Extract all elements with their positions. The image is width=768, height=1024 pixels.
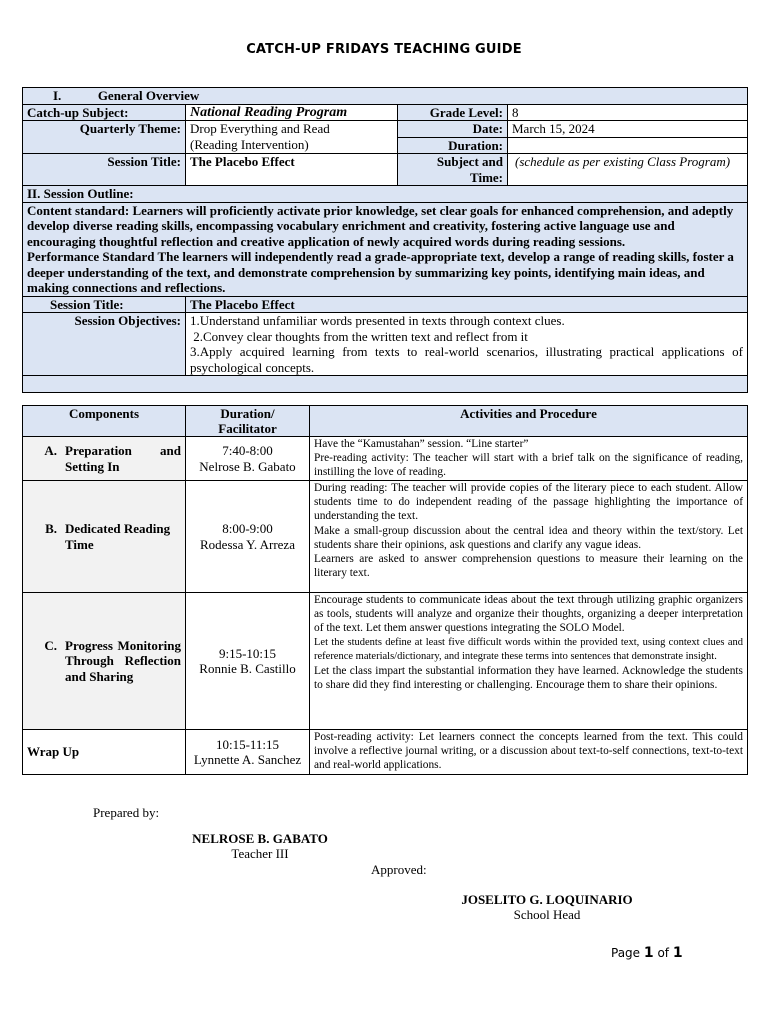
activity-paragraph: Make a small-group discussion about the central idea and theory within the text/story. Let students share their opinions, ask questions and clarify any vague ideas.	[314, 524, 743, 551]
subject-time-label	[398, 154, 508, 186]
component-facilitator: Rodessa Y. Arreza	[200, 536, 295, 552]
preparer-title: Teacher III	[231, 846, 289, 861]
component-facilitator: Lynnette A. Sanchez	[193, 752, 302, 767]
preparer-block	[180, 831, 340, 861]
subject-time-label-line-1: Subject and	[436, 154, 503, 169]
session-outline-header-row	[23, 186, 748, 203]
component-name: Preparation and Setting In	[65, 443, 181, 474]
component-letter: C.	[44, 637, 57, 653]
components-header: Components	[23, 406, 186, 437]
component-time: 8:00-9:00	[222, 521, 273, 536]
subject-time-label-line-2: Time:	[470, 169, 503, 185]
outline-session-title-row	[23, 296, 748, 313]
component-name: Wrap Up	[27, 744, 80, 760]
activity-paragraph: Pre-reading activity: The teacher will start with a brief talk on the significance of reading, instilling the love of reading.	[314, 452, 743, 479]
component-facilitator: Nelrose B. Gabato	[199, 458, 296, 474]
outline-session-title-value: The Placebo Effect	[186, 296, 748, 313]
component-row-b	[23, 481, 748, 593]
component-name: Progress Monitoring Through Reflection and Sharing	[65, 637, 181, 684]
duration-header-line-1: Duration/	[220, 406, 275, 421]
approved-label: Approved:	[371, 862, 427, 877]
duration-label: Duration:	[398, 137, 508, 154]
objective-item: 1.Understand unfamiliar words presented in texts through context clues.	[190, 313, 565, 328]
objectives-label: Session Objectives:	[23, 313, 186, 376]
component-row-wrapup	[23, 730, 748, 775]
activity-paragraph: Learners are asked to answer comprehension questions to measure their learning on the literary text.	[314, 553, 743, 580]
approver-name: JOSELITO G. LOQUINARIO	[461, 892, 633, 907]
theme-value	[186, 121, 398, 154]
components-table	[22, 405, 748, 775]
duration-header	[186, 406, 310, 437]
component-letter: B.	[45, 521, 57, 536]
theme-date-row	[23, 121, 748, 138]
standards-row	[23, 202, 748, 296]
objectives-row	[23, 313, 748, 376]
activity-paragraph: Let the class impart the substantial information they have learned. Acknowledge the students to share did they find interesting or challenging. Encourage them to share their opinions.	[314, 664, 743, 691]
subject-time-value: (schedule as per existing Class Program)	[508, 154, 748, 186]
date-value: March 15, 2024	[508, 121, 748, 138]
date-label: Date:	[398, 121, 508, 138]
outline-session-title-label: Session Title:	[23, 296, 186, 313]
general-overview-header-row	[23, 88, 748, 105]
session-title-value: The Placebo Effect	[186, 154, 398, 186]
document-title: CATCH-UP FRIDAYS TEACHING GUIDE	[246, 42, 522, 57]
objective-item: 3.Apply acquired learning from texts to real-world scenarios, illustrating practical applications of psychological concepts.	[190, 344, 743, 375]
theme-label: Quarterly Theme:	[23, 121, 186, 154]
component-time: 9:15-10:15	[218, 645, 277, 661]
component-time: 7:40-8:00	[222, 443, 273, 458]
component-time: 10:15-11:15	[215, 736, 280, 752]
activity-paragraph: Let the students define at least five difficult words within the provided text, using context clues and reference materials/dictionary, and integrate these terms into sentences that demonstrate insight.	[314, 636, 743, 662]
page-total: 1	[672, 945, 683, 961]
grade-label: Grade Level:	[398, 104, 508, 121]
component-facilitator: Ronnie B. Castillo	[199, 661, 296, 676]
approver-block	[443, 892, 651, 922]
spacer-row	[23, 376, 748, 393]
duration-header-line-2: Facilitator	[218, 421, 277, 436]
section-number: I.	[53, 88, 62, 103]
subject-row	[23, 104, 748, 121]
component-row-a	[23, 437, 748, 481]
activities-header: Activities and Procedure	[310, 406, 748, 437]
page-of: of	[657, 946, 670, 960]
theme-value-line-2: (Reading Intervention)	[190, 136, 309, 152]
activity-paragraph: During reading: The teacher will provide copies of the literary piece to each student. Allow students time to do independent reading of the passage highlighting the importance of understanding the text.	[314, 482, 743, 523]
session-outline-label: II. Session Outline:	[23, 186, 748, 203]
overview-table	[22, 87, 748, 393]
performance-standard: Performance Standard The learners will independently read a grade-appropriate text, develop a range of reading skills, foster a deeper understanding of the text, and demonstrate comprehension by summarizing key points, identifying main ideas, and making connections and reflections.	[27, 249, 734, 295]
preparer-name: NELROSE B. GABATO	[192, 831, 328, 846]
objectives-list	[186, 313, 748, 376]
component-row-c	[23, 593, 748, 730]
component-letter: A.	[44, 443, 57, 458]
subject-value: National Reading Program	[186, 104, 398, 121]
page-current: 1	[643, 945, 654, 961]
activity-paragraph: Encourage students to communicate ideas about the text through utilizing graphic organizers as tools, students will analyze and organize their thoughts, organizing a deeper interpretation of the text. Let them answer questions integrating the SOLO Model.	[314, 594, 743, 635]
section-label: General Overview	[97, 88, 200, 103]
activity-paragraph: Have the “Kamustahan” session. “Line starter”	[314, 438, 529, 450]
page-number	[611, 945, 683, 961]
theme-value-line-1: Drop Everything and Read	[190, 121, 330, 136]
grade-value: 8	[508, 104, 748, 121]
duration-value	[508, 137, 748, 154]
subject-label: Catch-up Subject:	[23, 104, 186, 121]
components-header-row	[23, 406, 748, 437]
prepared-by-label: Prepared by:	[93, 805, 160, 820]
component-name: Dedicated Reading Time	[65, 521, 171, 552]
session-title-row	[23, 154, 748, 186]
page-word: Page	[611, 946, 641, 960]
content-standard: Content standard: Learners will proficiently activate prior knowledge, set clear goals for enhanced comprehension, and adeptly develop diverse reading skills, encompassing vocabulary enrichment and creativity, fostering active language use and encouraging thoughtful reflection and creative application of newly acquired words during reading sessions.	[27, 202, 734, 249]
session-title-label: Session Title:	[23, 154, 186, 186]
activity-paragraph: Post-reading activity: Let learners connect the concepts learned from the text. This could involve a reflective journal writing, or a discussion about text-to-self connections, text-to-text and real-world applications.	[314, 731, 743, 772]
approver-title: School Head	[513, 907, 581, 922]
objective-item: 2.Convey clear thoughts from the written text and reflect from it	[190, 328, 528, 344]
